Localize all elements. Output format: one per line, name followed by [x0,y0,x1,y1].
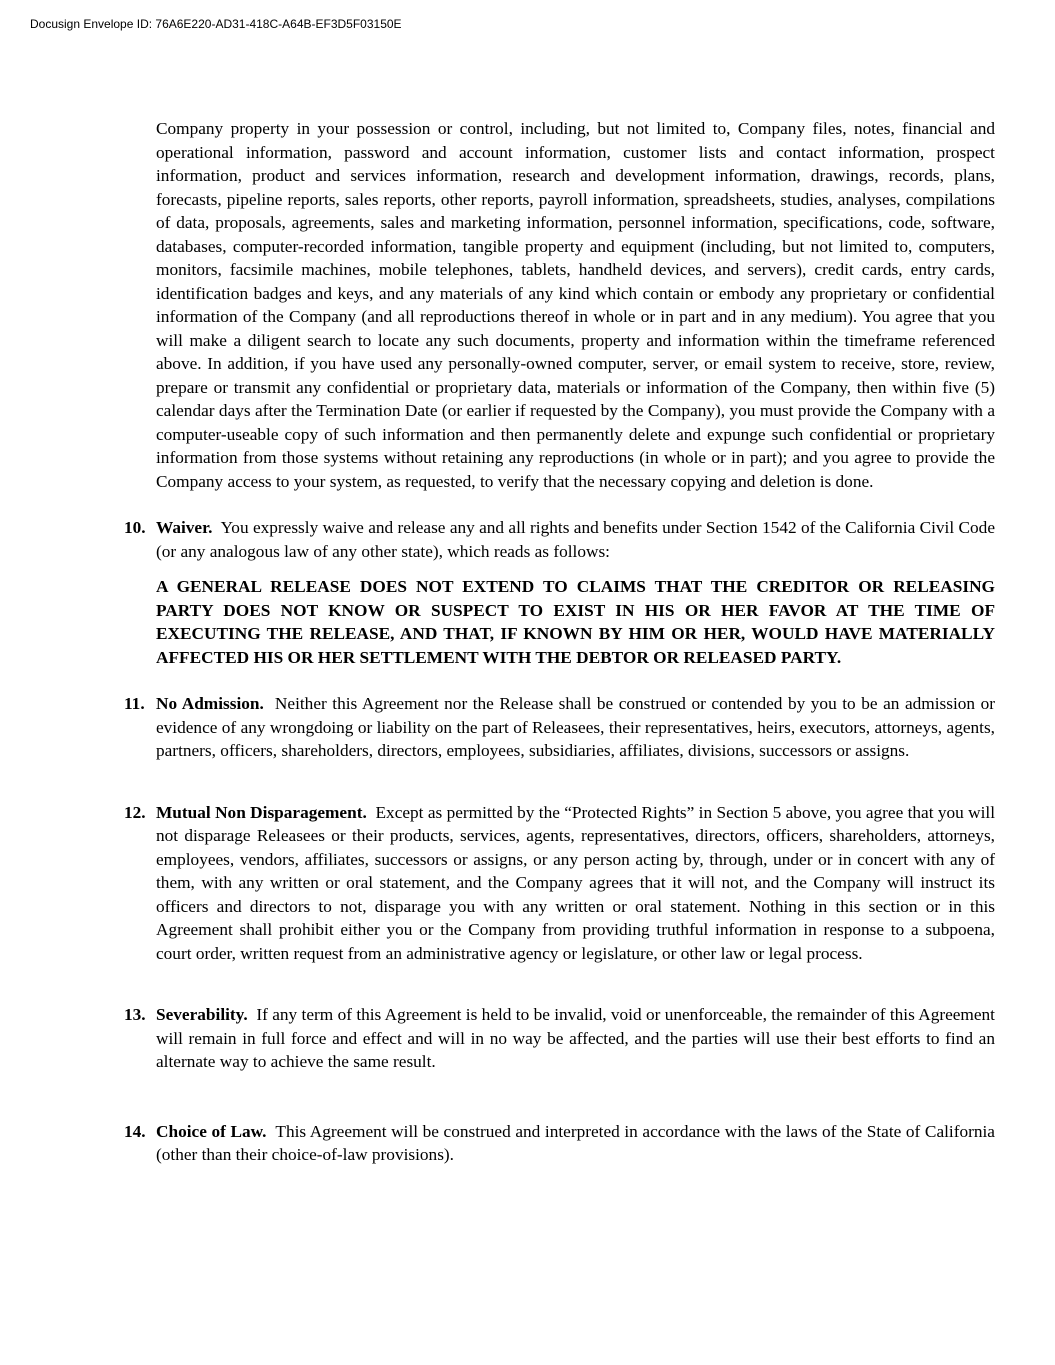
section-text: This Agreement will be construed and interpreted in accordance with the laws of the State of California (other than their choice-of-law provisions). [156,1121,995,1164]
section-14-choice-of-law [120,1120,995,1167]
section-body [156,1120,995,1167]
document-body [120,117,995,1167]
section-number: 13. [124,1005,146,1024]
continuation-paragraph: Company property in your possession or control, including, but not limited to, Company files, notes, financial and operational information, password and account information, customer lists and contact information, prospect information, product and services information, research and development information, drawings, records, plans, forecasts, pipeline reports, sales reports, other reports, payroll information, spreadsheets, studies, analyses, compilations of data, proposals, agreements, sales and marketing information, personnel information, specifications, code, software, databases, computer-recorded information, tangible property and equipment (including, but not limited to, computers, monitors, facsimile machines, mobile telephones, tablets, handheld devices, and servers), credit cards, entry cards, identification badges and keys, and any materials of any kind which contain or embody any proprietary or confidential information of the Company (and all reproductions thereof in whole or in part and in any medium). You agree that you will make a diligent search to locate any such documents, property and information within the timeframe referenced above. In addition, if you have used any personally-owned computer, server, or email system to receive, store, review, prepare or transmit any confidential or proprietary data, materials or information of the Company, then within five (5) calendar days after the Termination Date (or earlier if requested by the Company), you must provide the Company with a computer-useable copy of such information and then permanently delete and expunge such confidential or proprietary information from those systems without retaining any reproductions (in whole or in part); and you agree to provide the Company access to your system, as requested, to verify that the necessary copying and deletion is done. [156,119,995,491]
section-number: 10. [124,518,146,537]
section-11-no-admission [120,692,995,763]
section-number: 11. [124,694,145,713]
civil-code-1542-quote: A GENERAL RELEASE DOES NOT EXTEND TO CLAIMS THAT THE CREDITOR OR RELEASING PARTY DOES NOT KNOW OR SUSPECT TO EXIST IN HIS OR HER FAVOR AT THE TIME OF EXECUTING THE RELEASE, AND THAT, IF KNOWN BY HIM OR HER, WOULD HAVE MATERIALLY AFFECTED HIS OR HER SETTLEMENT WITH THE DEBTOR OR RELEASED PARTY. [156,577,995,667]
section-body [156,516,995,563]
section-10-waiver [120,516,995,563]
section-number: 12. [124,802,146,822]
section-body [156,1003,995,1074]
section-body [156,801,995,966]
section-body [156,692,995,763]
section-heading: No Admission. [156,694,264,713]
section-text: If any term of this Agreement is held to be invalid, void or unenforceable, the remainder of this Agreement will remain in full force and effect and will in no way be affected, and the parties will use their best efforts to find an alternate way to achieve the same result. [156,1005,995,1071]
section-text: Neither this Agreement nor the Release shall be construed or contended by you to be an admission or evidence of any wrongdoing or liability on the part of Releasees, their representatives, heirs, executors, attorneys, agents, partners, officers, shareholders, directors, employees, subsidiaries, affiliates, divisions, successors or assigns. [156,694,995,760]
section-heading: Mutual Non Disparagement. [156,802,367,822]
section-text: You expressly waive and release any and all rights and benefits under Section 1542 of the California Civil Code (or any analogous law of any other state), which reads as follows: [156,518,995,561]
section-13-severability [120,1003,995,1074]
section-text: Except as permitted by the “Protected Rights” in Section 5 above, you agree that you will not disparage Releasees or their products, services, agents, representatives, directors, officers, shareholders, attorneys, employees, vendors, affiliates, successors or assigns, or any person acting by, through, under or in concert with any of them, with any written or oral statement, and the Company agrees that it will not, and the Company will instruct its officers and directors to not, disparage you with any written or oral statement. Nothing in this section or in this Agreement shall prohibit either you or the Company from providing truthful information in response to a subpoena, court order, written request from an administrative agency or legislature, or other law or legal process. [156,802,995,963]
section-heading: Choice of Law. [156,1121,267,1141]
envelope-id-header: Docusign Envelope ID: 76A6E220-AD31-418C-A64B-EF3D5F03150E [30,17,402,31]
section-heading: Severability. [156,1005,248,1024]
section-heading: Waiver. [156,518,213,537]
section-number: 14. [124,1121,146,1141]
section-12-non-disparagement [120,801,995,966]
